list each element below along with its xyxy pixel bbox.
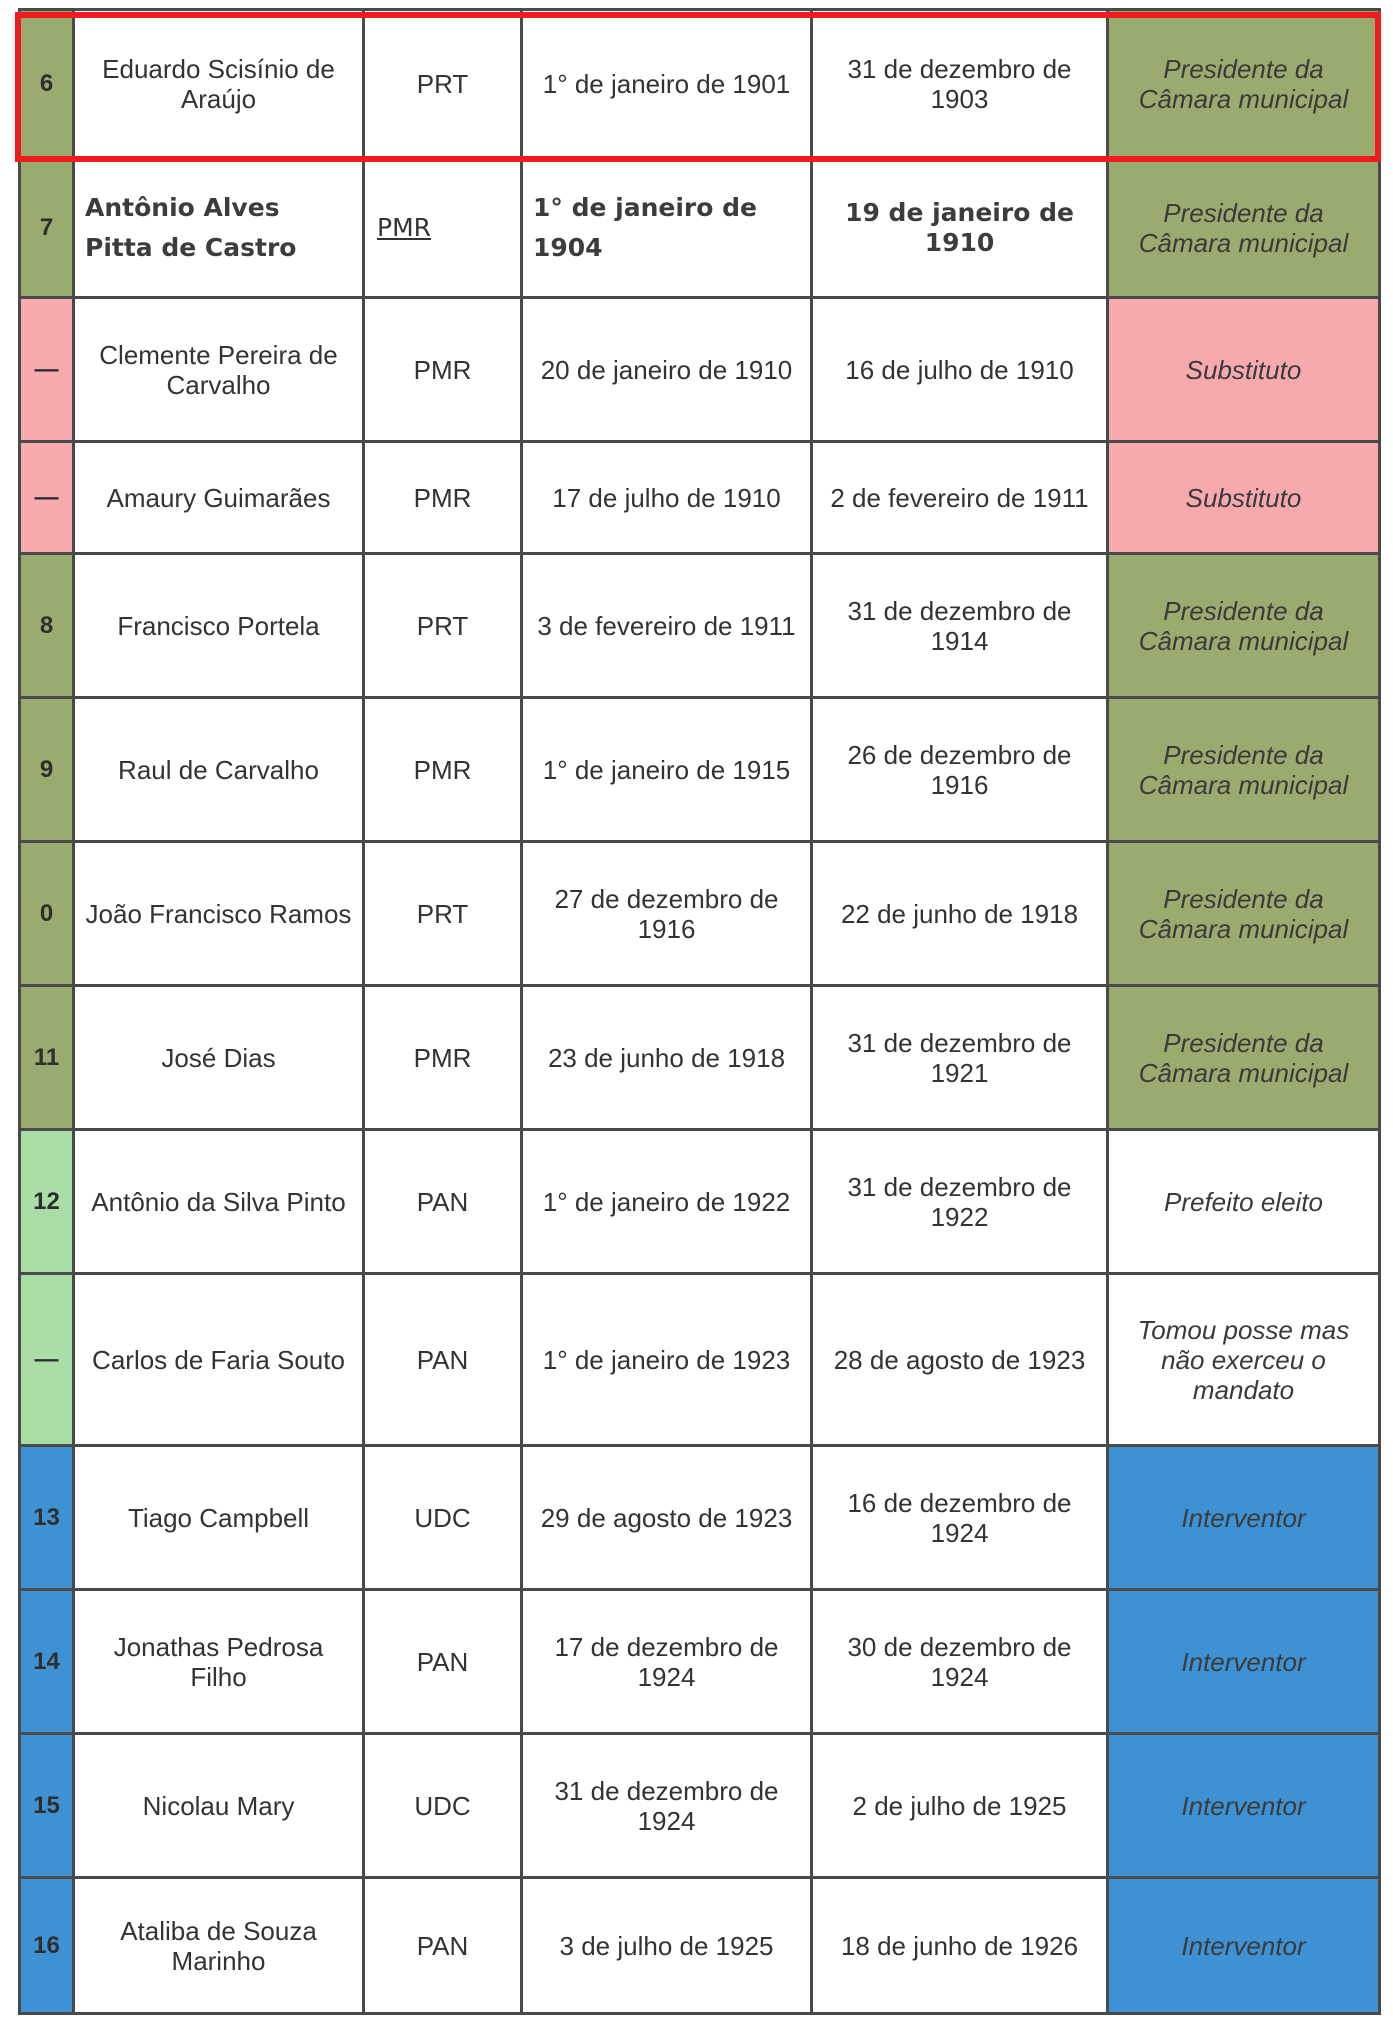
table-row (20, 842, 1380, 986)
start-date-cell: 3 de julho de 1925 (522, 1878, 812, 2014)
party-cell: PAN (364, 1590, 522, 1734)
row-number: 0 (20, 842, 74, 986)
end-date-cell: 22 de junho de 1918 (812, 842, 1108, 986)
role-cell: Presidente da Câmara municipal (1108, 158, 1380, 298)
party-cell (364, 158, 522, 298)
row-number: 6 (20, 10, 74, 158)
row-number: 9 (20, 698, 74, 842)
end-date-cell: 26 de dezembro de 1916 (812, 698, 1108, 842)
name-cell: Antônio Alves Pitta de Castro (74, 158, 364, 298)
name-cell: Nicolau Mary (74, 1734, 364, 1878)
table-row (20, 1446, 1380, 1590)
name-cell: João Francisco Ramos (74, 842, 364, 986)
end-date-cell: 16 de julho de 1910 (812, 298, 1108, 442)
table-row (20, 1878, 1380, 2014)
row-number: 13 (20, 1446, 74, 1590)
row-number: 7 (20, 158, 74, 298)
name-cell: Antônio da Silva Pinto (74, 1130, 364, 1274)
end-date-cell: 16 de dezembro de 1924 (812, 1446, 1108, 1590)
end-date-cell: 31 de dezembro de 1921 (812, 986, 1108, 1130)
party-cell: UDC (364, 1734, 522, 1878)
party-cell: PMR (364, 986, 522, 1130)
start-date-cell: 1° de janeiro de 1923 (522, 1274, 812, 1446)
table-row (20, 986, 1380, 1130)
name-cell: Raul de Carvalho (74, 698, 364, 842)
row-number: 11 (20, 986, 74, 1130)
end-date-cell: 18 de junho de 1926 (812, 1878, 1108, 2014)
role-cell: Presidente da Câmara municipal (1108, 842, 1380, 986)
row-number: — (20, 442, 74, 554)
table-row (20, 158, 1380, 298)
start-date-cell: 29 de agosto de 1923 (522, 1446, 812, 1590)
role-cell: Interventor (1108, 1590, 1380, 1734)
party-cell: PMR (364, 298, 522, 442)
name-cell: Ataliba de Souza Marinho (74, 1878, 364, 2014)
row-number: 16 (20, 1878, 74, 2014)
start-date-cell: 1° de janeiro de 1915 (522, 698, 812, 842)
name-cell: Francisco Portela (74, 554, 364, 698)
end-date-cell: 31 de dezembro de 1903 (812, 10, 1108, 158)
start-date-cell: 1° de janeiro de 1922 (522, 1130, 812, 1274)
party-cell: PRT (364, 842, 522, 986)
end-date-cell: 28 de agosto de 1923 (812, 1274, 1108, 1446)
row-number: — (20, 1274, 74, 1446)
role-cell: Interventor (1108, 1446, 1380, 1590)
party-cell: PAN (364, 1274, 522, 1446)
row-number: 15 (20, 1734, 74, 1878)
party-label: PMR (377, 212, 432, 242)
start-date-cell: 3 de fevereiro de 1911 (522, 554, 812, 698)
start-date-cell: 31 de dezembro de 1924 (522, 1734, 812, 1878)
end-date-cell: 2 de fevereiro de 1911 (812, 442, 1108, 554)
party-cell: PRT (364, 554, 522, 698)
end-date-cell: 19 de janeiro de 1910 (812, 158, 1108, 298)
table-row (20, 1590, 1380, 1734)
start-date-cell: 20 de janeiro de 1910 (522, 298, 812, 442)
name-cell: Eduardo Scisínio de Araújo (74, 10, 364, 158)
party-cell: UDC (364, 1446, 522, 1590)
start-date-cell: 23 de junho de 1918 (522, 986, 812, 1130)
name-cell: Amaury Guimarães (74, 442, 364, 554)
role-cell: Presidente da Câmara municipal (1108, 554, 1380, 698)
role-cell: Prefeito eleito (1108, 1130, 1380, 1274)
table-row (20, 1130, 1380, 1274)
name-cell: Tiago Campbell (74, 1446, 364, 1590)
table-row (20, 554, 1380, 698)
party-cell: PAN (364, 1130, 522, 1274)
document-page (18, 8, 1378, 2008)
role-cell: Interventor (1108, 1734, 1380, 1878)
party-cell: PMR (364, 442, 522, 554)
table-row (20, 1274, 1380, 1446)
mayors-table (18, 8, 1381, 2015)
row-number: — (20, 298, 74, 442)
role-cell: Substituto (1108, 298, 1380, 442)
start-date-cell: 17 de dezembro de 1924 (522, 1590, 812, 1734)
role-cell: Interventor (1108, 1878, 1380, 2014)
table-row (20, 298, 1380, 442)
start-date-cell: 1° de janeiro de 1901 (522, 10, 812, 158)
role-cell: Substituto (1108, 442, 1380, 554)
row-number: 8 (20, 554, 74, 698)
start-date-cell: 1° de janeiro de 1904 (522, 158, 812, 298)
start-date-cell: 17 de julho de 1910 (522, 442, 812, 554)
row-number: 14 (20, 1590, 74, 1734)
party-cell: PAN (364, 1878, 522, 2014)
party-cell: PRT (364, 10, 522, 158)
name-cell: Clemente Pereira de Carvalho (74, 298, 364, 442)
party-cell: PMR (364, 698, 522, 842)
end-date-cell: 30 de dezembro de 1924 (812, 1590, 1108, 1734)
role-cell: Presidente da Câmara municipal (1108, 986, 1380, 1130)
start-date-cell: 27 de dezembro de 1916 (522, 842, 812, 986)
role-cell: Tomou posse mas não exerceu o mandato (1108, 1274, 1380, 1446)
table-row (20, 1734, 1380, 1878)
table-row (20, 442, 1380, 554)
table-row (20, 698, 1380, 842)
name-cell: Carlos de Faria Souto (74, 1274, 364, 1446)
end-date-cell: 31 de dezembro de 1922 (812, 1130, 1108, 1274)
row-number: 12 (20, 1130, 74, 1274)
table-body (20, 10, 1380, 2014)
role-cell: Presidente da Câmara municipal (1108, 10, 1380, 158)
name-cell: José Dias (74, 986, 364, 1130)
name-cell: Jonathas Pedrosa Filho (74, 1590, 364, 1734)
end-date-cell: 2 de julho de 1925 (812, 1734, 1108, 1878)
role-cell: Presidente da Câmara municipal (1108, 698, 1380, 842)
table-row (20, 10, 1380, 158)
end-date-cell: 31 de dezembro de 1914 (812, 554, 1108, 698)
